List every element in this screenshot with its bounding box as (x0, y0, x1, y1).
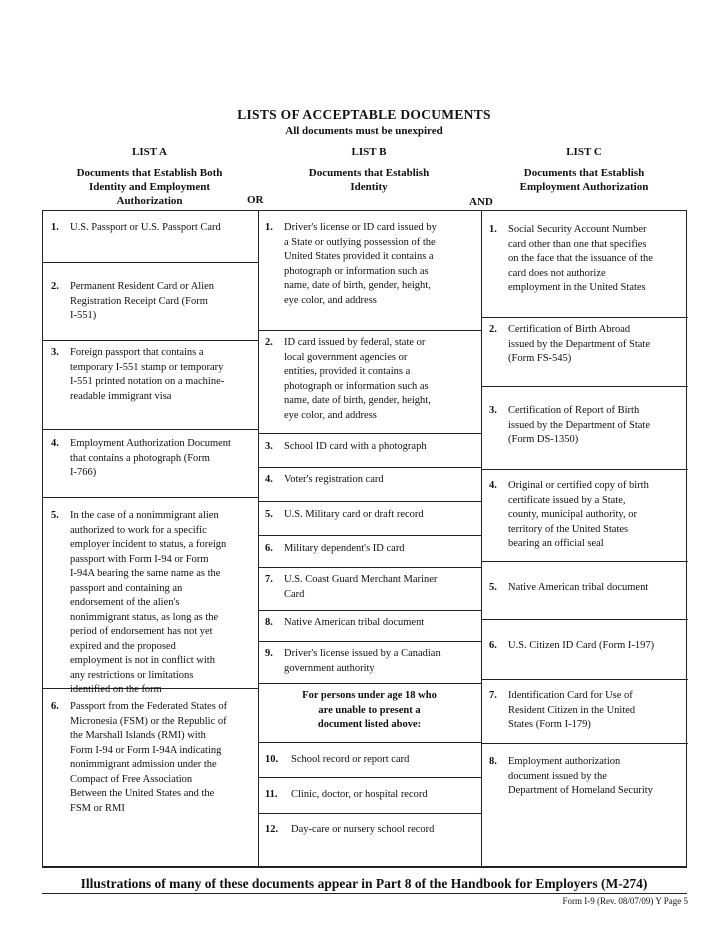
row-divider (43, 429, 258, 430)
item-text-line: Voter's registration card (284, 474, 384, 485)
item-text-line: U.S. Passport or U.S. Passport Card (70, 222, 221, 233)
item-text (291, 788, 428, 803)
item-text-line: Form I-94 or Form I-94A indicating (70, 744, 222, 756)
item-text-line: photograph or information such as (284, 380, 429, 392)
item-number: 4. (489, 480, 497, 491)
item-text-line: I-766) (70, 467, 97, 478)
item-text-line: U.S. Military card or draft record (284, 509, 424, 520)
item-text-line: (Form DS-1350) (508, 434, 579, 445)
item-text-line: passport and containing an (70, 582, 183, 594)
item-text-line: employment in the United States (508, 282, 646, 293)
row-divider (481, 386, 688, 387)
item-text-line: Employment authorization (508, 756, 621, 767)
item-text (284, 336, 431, 423)
item-text-line: Resident Citizen in the United (508, 704, 636, 716)
item-text-line: certificate issued by a State, (508, 494, 626, 506)
item-number: 8. (489, 756, 497, 767)
item-text-line: Card (284, 588, 305, 600)
item-text (508, 479, 649, 552)
row-divider (258, 742, 481, 743)
item-number: 3. (51, 347, 59, 358)
list-a-desc-line: Identity and Employment (88, 181, 211, 193)
footer-note: Illustrations of many of these documents appear in Part 8 of the Handbook for Employers (M-274) (80, 876, 648, 891)
item-text-line: territory of the United States (508, 523, 629, 535)
list-b-desc-line: Identity (350, 181, 388, 193)
item-text-line: U.S. Coast Guard Merchant Mariner (284, 574, 438, 585)
item-text-line: U.S. Citizen ID Card (Form I-197) (508, 640, 655, 651)
item-text (508, 223, 653, 296)
item-text-line: on the face that the issuance of the (508, 253, 653, 264)
row-divider (258, 610, 481, 611)
item-number: 11. (265, 789, 278, 800)
item-text-line: Between the United States and the (70, 788, 215, 799)
form-number: Form I-9 (Rev. 08/07/09) Y Page 5 (562, 896, 688, 906)
item-text (284, 508, 424, 523)
item-number: 6. (51, 701, 59, 712)
item-text (70, 221, 221, 236)
item-number: 6. (489, 640, 497, 651)
item-text-line: document issued by the (508, 770, 607, 782)
item-text (291, 753, 409, 768)
item-text-line: Micronesia (FSM) or the Republic of (70, 715, 227, 727)
item-number: 4. (51, 438, 59, 449)
item-text-line: (Form FS-545) (508, 353, 572, 364)
row-divider (43, 340, 258, 341)
item-text-line: Driver's license or ID card issued by (284, 222, 437, 233)
list-b-desc-line: Documents that Establish (308, 167, 430, 179)
item-text-line: expired and the proposed (70, 640, 176, 652)
list-c-desc-line: Employment Authorization (519, 181, 649, 193)
page-title: LISTS OF ACCEPTABLE DOCUMENTS (237, 107, 491, 122)
row-divider (481, 469, 688, 470)
item-text-line: Social Security Account Number (508, 224, 647, 235)
item-text-line: Native American tribal document (508, 582, 649, 593)
item-text (508, 689, 635, 733)
row-divider (258, 567, 481, 568)
item-number: 2. (489, 324, 497, 335)
item-text-line: eye color, and address (284, 294, 377, 306)
row-divider (481, 679, 688, 680)
item-text-line: the Marshall Islands (RMI) with (70, 730, 206, 741)
item-text-line: entities, provided it contains a (284, 366, 411, 377)
item-text-line: photograph or information such as (284, 265, 429, 277)
item-text (508, 639, 654, 654)
item-text-line: readable immigrant visa (70, 390, 172, 402)
item-text-line: School ID card with a photograph (284, 441, 427, 452)
row-divider (258, 777, 481, 778)
item-text-line: nonimmigrant status, as long as the (70, 611, 219, 623)
row-divider (258, 813, 481, 814)
item-text-line: identified on the form (70, 684, 162, 695)
item-text-line: Military dependent's ID card (284, 543, 405, 554)
item-text-line: Permanent Resident Card or Alien (70, 281, 215, 292)
row-divider (258, 501, 481, 502)
item-number: 5. (51, 510, 59, 521)
item-number: 6. (265, 543, 273, 554)
item-text-line: period of endorsement has not yet (70, 626, 213, 637)
item-text-line: Day-care or nursery school record (291, 824, 435, 835)
item-text-line: In the case of a nonimmigrant alien (70, 510, 219, 521)
item-text-line: employment is not in conflict with (70, 655, 215, 666)
item-text-line: government authority (284, 662, 375, 674)
item-number: 5. (489, 582, 497, 593)
list-a-description (42, 166, 257, 208)
item-text-line: temporary I-551 stamp or temporary (70, 361, 224, 373)
item-number: 12. (265, 824, 279, 835)
item-text-line: passport with Form I-94 or Form (70, 553, 209, 565)
item-number: 1. (265, 222, 273, 233)
item-text (284, 221, 437, 308)
item-text (70, 700, 227, 816)
item-text (70, 509, 226, 698)
column-divider (481, 211, 482, 866)
item-text-line: authorized to work for a specific (70, 524, 207, 536)
item-text-line: Clinic, doctor, or hospital record (291, 789, 428, 800)
minor-heading-line: are unable to present a (318, 704, 421, 716)
list-a-desc-line: Documents that Establish Both (76, 167, 223, 179)
row-divider (258, 330, 481, 331)
item-number: 1. (51, 222, 59, 233)
minor-heading-line: For persons under age 18 who (302, 690, 437, 701)
item-text (284, 473, 384, 488)
item-number: 1. (489, 224, 497, 235)
item-text-line: employer incident to status, a foreign (70, 539, 227, 550)
item-text-line: Department of Homeland Security (508, 785, 653, 796)
list-c-label: LIST C (566, 146, 602, 158)
item-text-line: FSM or RMI (70, 802, 125, 814)
row-divider (258, 467, 481, 468)
item-text-line: card other than one that specifies (508, 238, 647, 250)
item-text-line: eye color, and address (284, 409, 377, 421)
row-divider (258, 641, 481, 642)
item-number: 4. (265, 474, 273, 485)
item-text (291, 823, 434, 838)
row-divider (481, 743, 688, 744)
item-number: 2. (265, 337, 273, 348)
item-text-line: card does not authorize (508, 267, 606, 279)
item-text-line: nonimmigrant admission under the (70, 759, 217, 770)
item-text-line: I-94A bearing the same name as the (70, 568, 221, 579)
item-text (284, 616, 424, 631)
item-number: 8. (265, 617, 273, 628)
item-text-line: name, date of birth, gender, height, (284, 395, 431, 406)
item-text (70, 280, 214, 324)
list-a-desc-line: Authorization (116, 195, 183, 207)
item-number: 7. (489, 690, 497, 701)
row-divider (258, 535, 481, 536)
list-b-minor-heading (258, 689, 481, 733)
item-text-line: endorsement of the alien's (70, 597, 180, 608)
and-label: AND (469, 196, 493, 208)
item-text-line: I-551) (70, 310, 97, 321)
item-text (508, 323, 650, 367)
column-divider (258, 211, 259, 866)
minor-heading-line: document listed above: (317, 719, 422, 730)
list-a-label: LIST A (132, 146, 167, 158)
item-text-line: Compact of Free Association (70, 773, 193, 785)
item-text-line: issued by the Department of State (508, 419, 651, 431)
item-text (284, 542, 405, 557)
item-text-line: a State or outlying possession of the (284, 236, 436, 248)
item-text-line: Certification of Birth Abroad (508, 324, 631, 335)
item-number: 2. (51, 281, 59, 292)
item-number: 5. (265, 509, 273, 520)
item-text-line: Identification Card for Use of (508, 690, 633, 701)
item-text-line: United States provided it contains a (284, 251, 434, 262)
list-b-label: LIST B (351, 146, 387, 158)
documents-table (42, 210, 687, 868)
item-text-line: ID card issued by federal, state or (284, 337, 426, 348)
item-text-line: I-551 printed notation on a machine- (70, 376, 225, 387)
item-text (70, 346, 224, 404)
row-divider (43, 497, 258, 498)
item-text-line: Registration Receipt Card (Form (70, 295, 208, 307)
item-text-line: Original or certified copy of birth (508, 480, 649, 491)
row-divider (481, 561, 688, 562)
item-number: 3. (265, 441, 273, 452)
item-text-line: name, date of birth, gender, height, (284, 280, 431, 291)
item-text-line: Driver's license issued by a Canadian (284, 648, 441, 659)
item-text (284, 573, 437, 602)
row-divider (481, 317, 688, 318)
item-text (284, 440, 427, 455)
or-label: OR (247, 194, 264, 206)
item-text-line: that contains a photograph (Form (70, 452, 210, 464)
item-text (284, 647, 441, 676)
item-text (508, 404, 650, 448)
item-number: 3. (489, 405, 497, 416)
item-number: 7. (265, 574, 273, 585)
item-text-line: county, municipal authority, or (508, 509, 637, 520)
item-text-line: bearing an official seal (508, 538, 604, 549)
item-number: 10. (265, 754, 279, 765)
list-b-description (258, 166, 480, 194)
item-text (508, 755, 653, 799)
item-text-line: issued by the Department of State (508, 338, 651, 350)
row-divider (481, 619, 688, 620)
row-divider (43, 262, 258, 263)
item-text (508, 581, 648, 596)
item-text-line: Native American tribal document (284, 617, 425, 628)
item-text-line: States (Form I-179) (508, 719, 591, 730)
item-text-line: Employment Authorization Document (70, 438, 231, 449)
row-divider (258, 683, 481, 684)
item-text-line: School record or report card (291, 754, 410, 765)
item-number: 9. (265, 648, 273, 659)
item-text (70, 437, 231, 481)
item-text-line: Certification of Report of Birth (508, 405, 640, 416)
item-text-line: Passport from the Federated States of (70, 701, 228, 712)
list-c-description (481, 166, 687, 194)
footer-divider (42, 893, 687, 894)
row-divider (258, 433, 481, 434)
item-text-line: Foreign passport that contains a (70, 347, 204, 358)
list-c-desc-line: Documents that Establish (523, 167, 645, 179)
item-text-line: local government agencies or (284, 351, 408, 363)
page-subtitle: All documents must be unexpired (285, 125, 443, 137)
item-text-line: any restrictions or limitations (70, 669, 194, 681)
